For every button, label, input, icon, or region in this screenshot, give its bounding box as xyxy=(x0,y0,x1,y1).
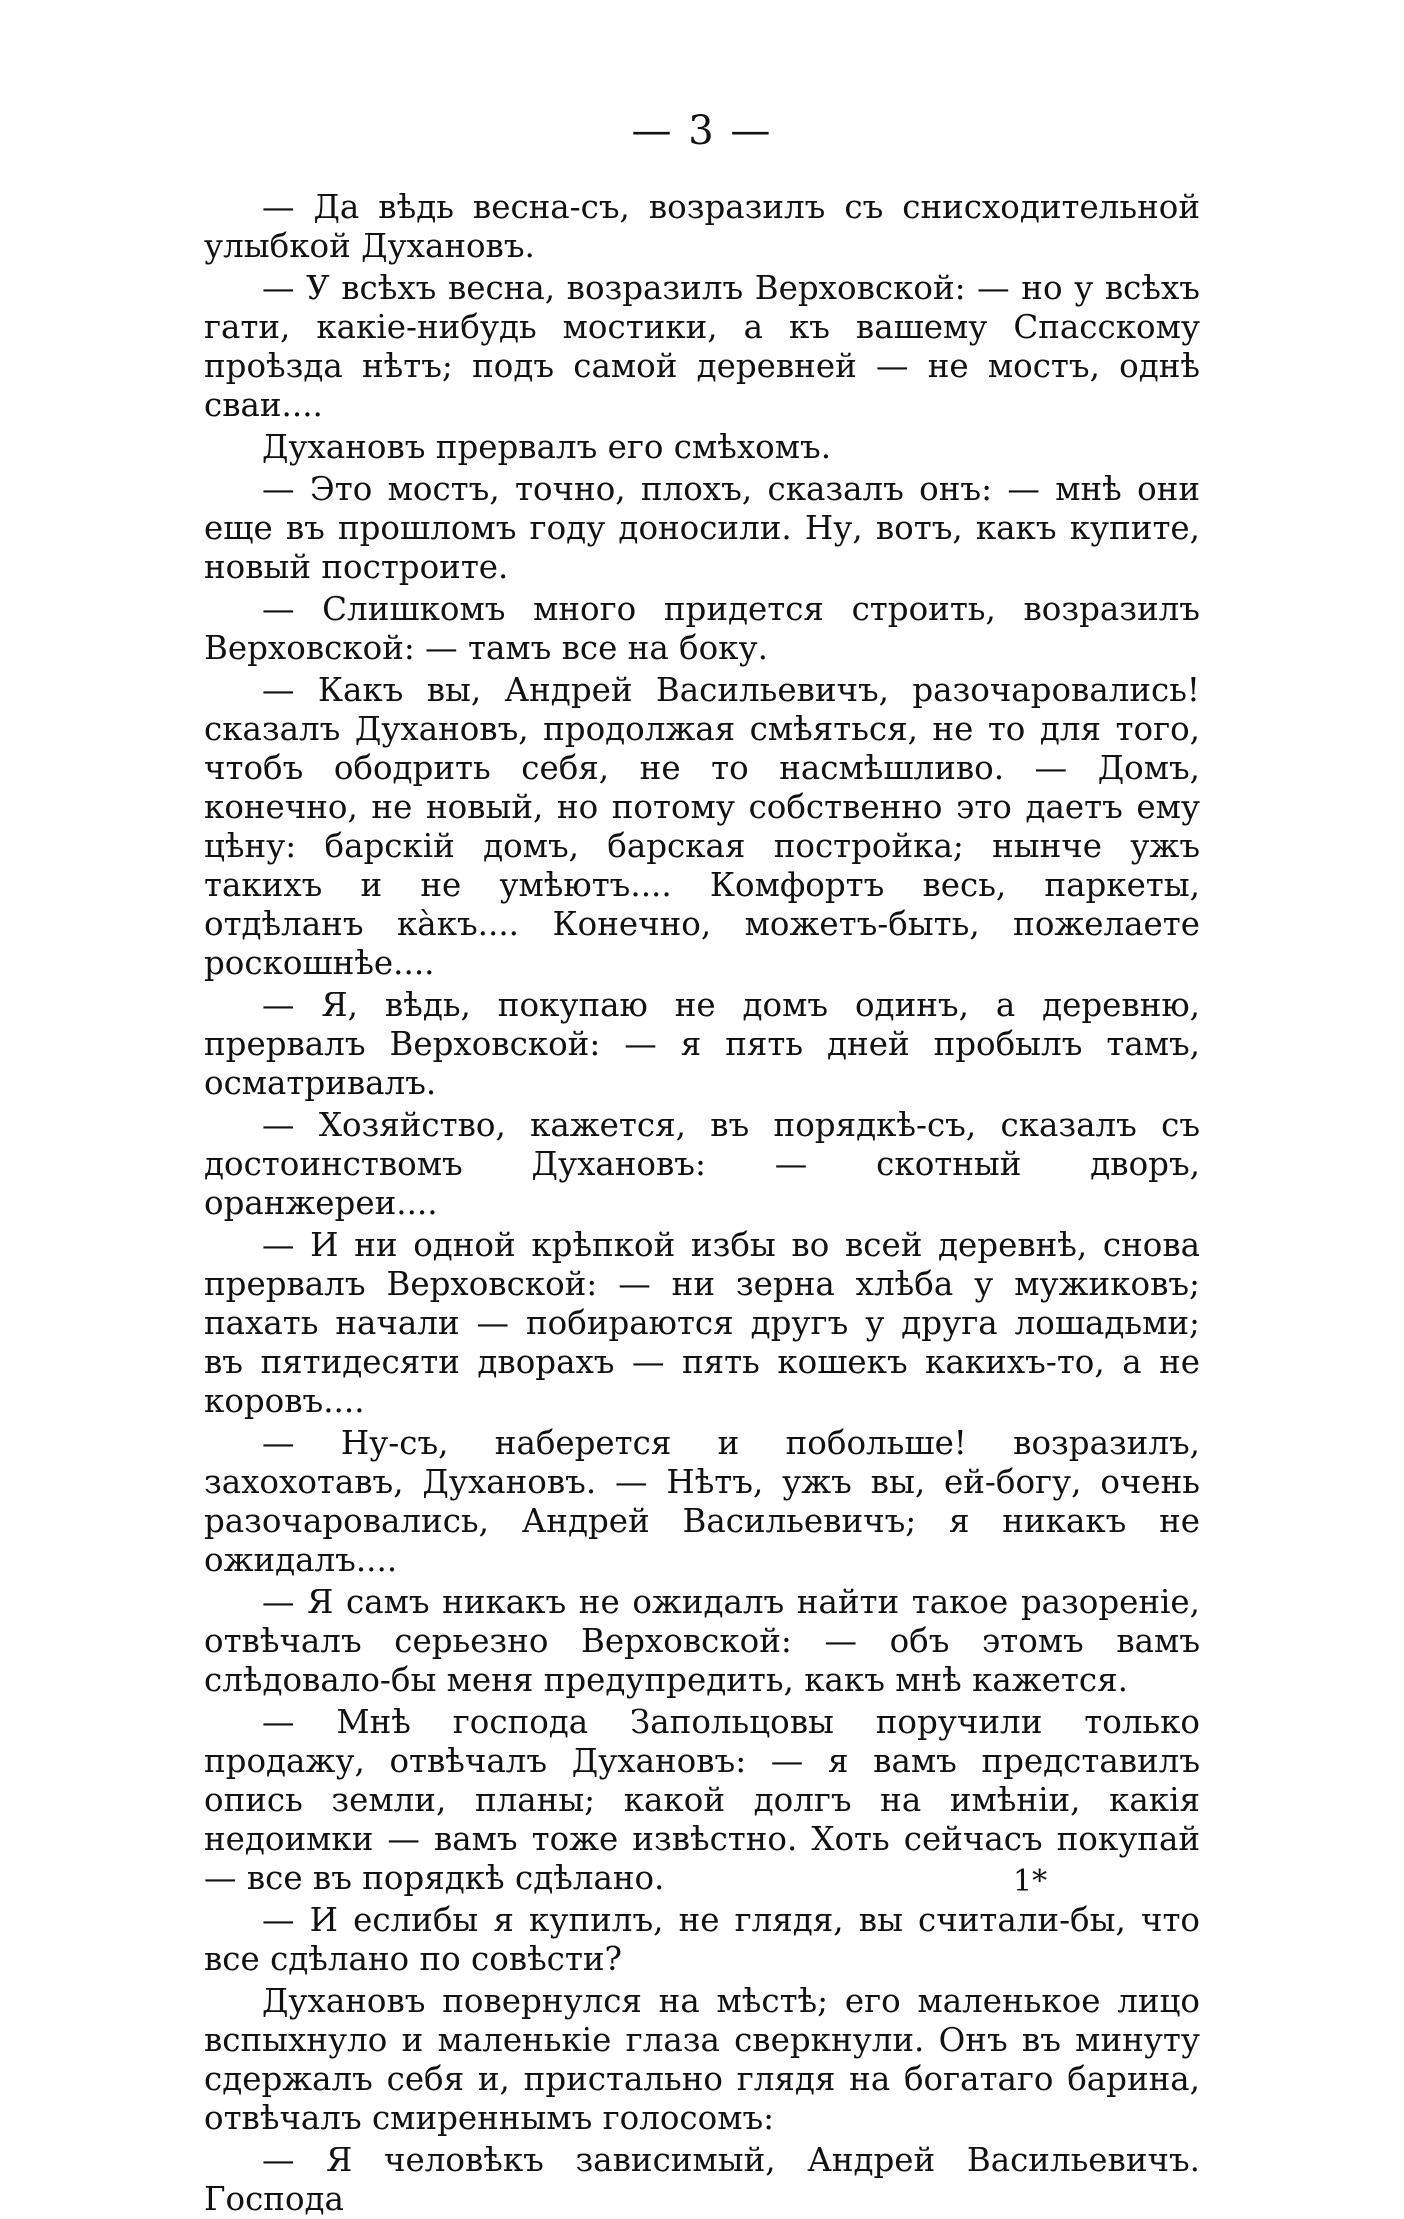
paragraph: Духановъ повернулся на мѣстѣ; его маленькое лицо вспыхнуло и маленькіе глаза сверкнули. Онъ въ минуту сдержалъ себя и, пристально глядя на богатаго барина, отвѣчалъ смиреннымъ голосомъ: xyxy=(204,1982,1200,2137)
paragraph: — И еслибы я купилъ, не глядя, вы считали-бы, что все сдѣлано по совѣсти? xyxy=(204,1901,1200,1978)
paragraph: — Ну-съ, наберется и побольше! возразилъ, захохотавъ, Духановъ. — Нѣтъ, ужъ вы, ей-богу, очень разочаровались, Андрей Васильевичъ; я никакъ не ожидалъ.... xyxy=(204,1424,1200,1579)
paragraph: — У всѣхъ весна, возразилъ Верховской: — но у всѣхъ гати, какіе-нибудь мостики, а къ вашему Спасскому проѣзда нѣтъ; подъ самой деревней — не мостъ, однѣ сваи.... xyxy=(204,269,1200,424)
paragraph: — Какъ вы, Андрей Васильевичъ, разочаровались! сказалъ Духановъ, продолжая смѣяться, не то для того, чтобъ ободрить себя, не то насмѣшливо. — Домъ, конечно, не новый, но потому собственно это даетъ ему цѣну: барскій домъ, барская постройка; нынче ужъ такихъ и не умѣютъ.... Комфортъ весь, паркеты, отдѣланъ кàкъ.... Конечно, можетъ-быть, пожелаете роскошнѣе.... xyxy=(204,671,1200,982)
body-text xyxy=(204,188,1200,2219)
paragraph: — Мнѣ господа Запольцовы поручили только продажу, отвѣчалъ Духановъ: — я вамъ представилъ опись земли, планы; какой долгъ на имѣніи, какія недоимки — вамъ тоже извѣстно. Хоть сейчасъ покупай — все въ порядкѣ сдѣлано. xyxy=(204,1703,1200,1897)
paragraph: — Да вѣдь весна-съ, возразилъ съ снисходительной улыбкой Духановъ. xyxy=(204,188,1200,265)
paragraph: — Слишкомъ много придется строить, возразилъ Верховской: — тамъ все на боку. xyxy=(204,590,1200,667)
paragraph: Духановъ прервалъ его смѣхомъ. xyxy=(262,428,832,466)
paragraph: — И ни одной крѣпкой избы во всей деревнѣ, снова прервалъ Верховской: — ни зерна хлѣба у мужиковъ; пахать начали — побираются другъ у друга лошадьми; въ пятидесяти дворахъ — пять кошекъ какихъ-то, а не коровъ.... xyxy=(204,1226,1200,1420)
paragraph: — Хозяйство, кажется, въ порядкѣ-съ, сказалъ съ достоинствомъ Духановъ: — скотный дворъ, оранжереи.... xyxy=(204,1106,1200,1222)
paragraph: — Я самъ никакъ не ожидалъ найти такое разореніе, отвѣчалъ серьезно Верховской: — объ этомъ вамъ слѣдовало-бы меня предупредить, какъ мнѣ кажется. xyxy=(204,1583,1200,1699)
paragraph: — Я человѣкъ зависимый, Андрей Васильевичъ. Господа xyxy=(204,2141,1200,2218)
paragraph: — Это мостъ, точно, плохъ, сказалъ онъ: — мнѣ они еще въ прошломъ году доносили. Ну, вотъ, какъ купите, новый построите. xyxy=(204,470,1200,586)
page-number: — 3 — xyxy=(631,108,773,154)
paragraph: — Я, вѣдь, покупаю не домъ одинъ, а деревню, прервалъ Верховской: — я пять дней пробылъ тамъ, осматривалъ. xyxy=(204,986,1200,1102)
signature-mark: 1* xyxy=(1013,1864,1048,1899)
